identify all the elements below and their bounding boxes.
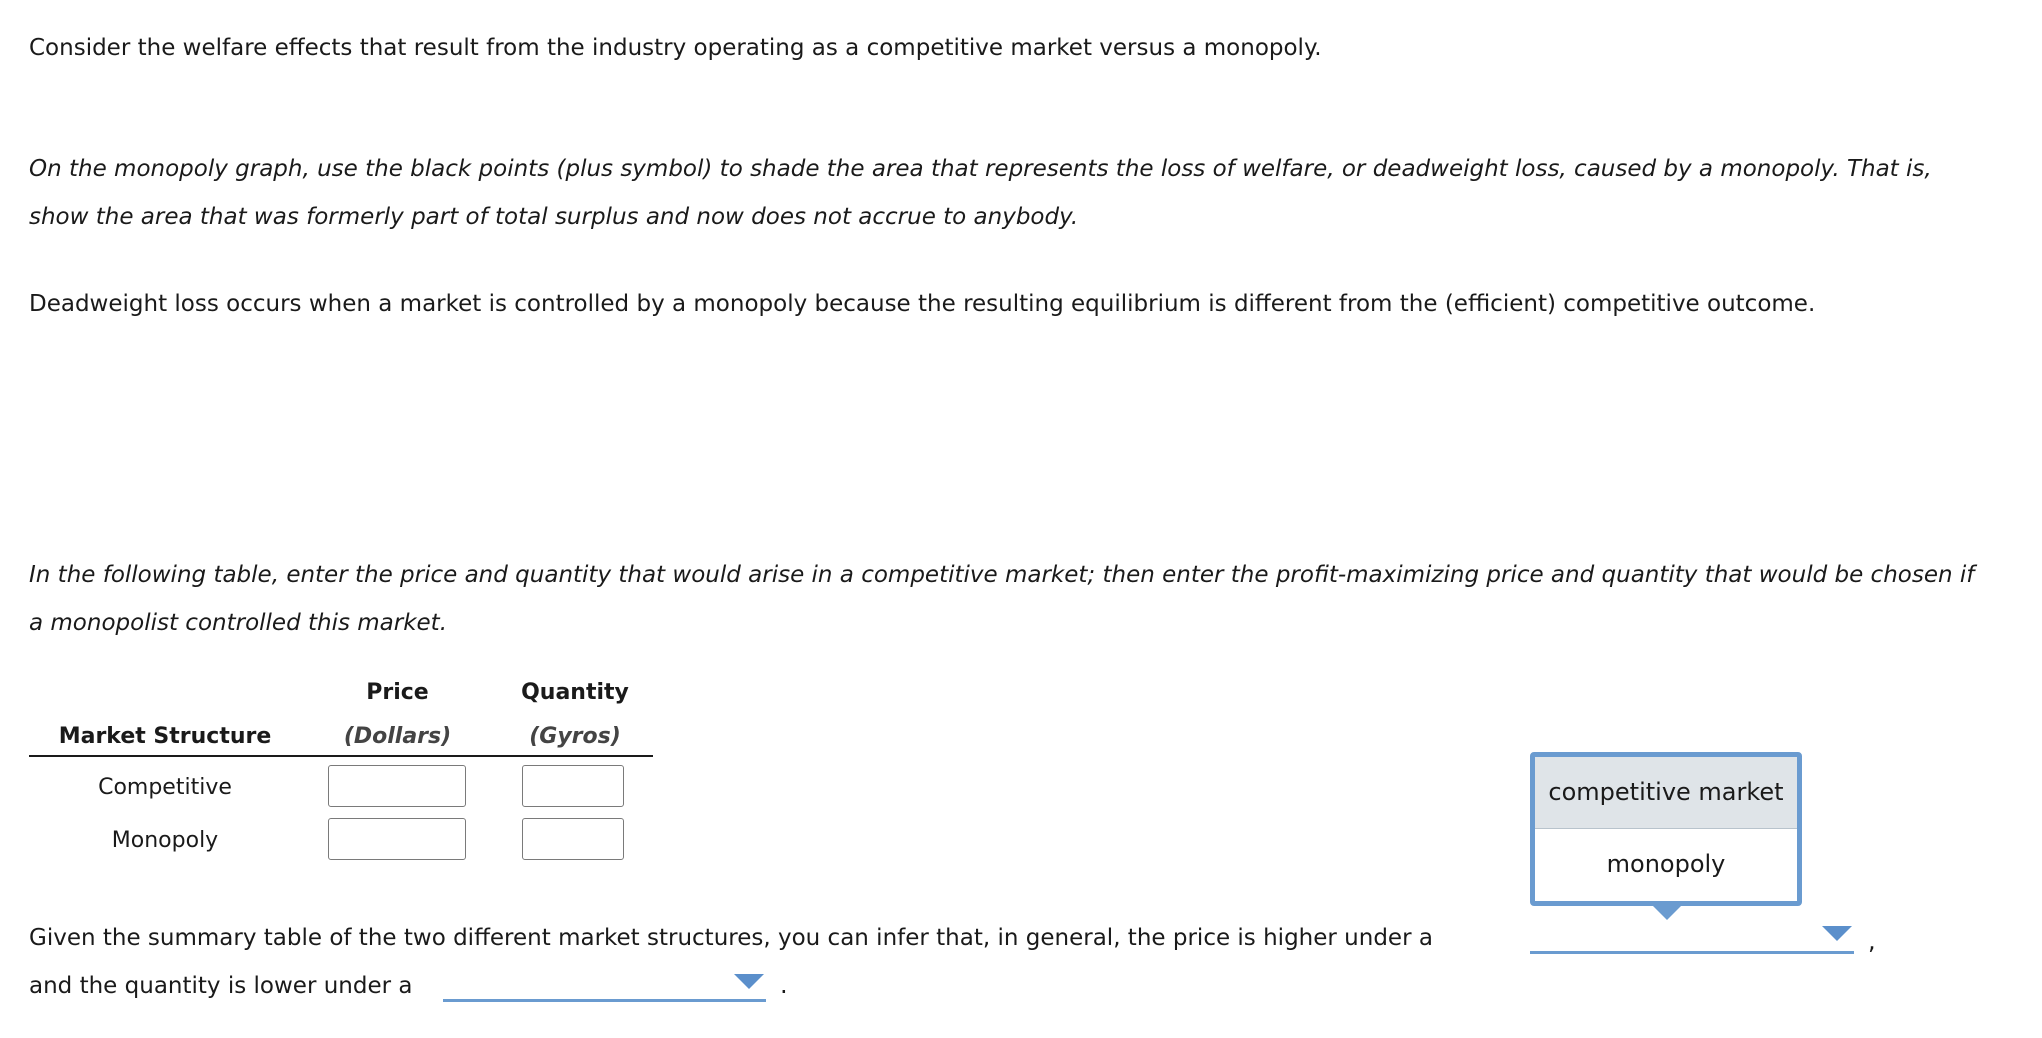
popup-option-monopoly[interactable]: monopoly [1606,850,1726,878]
table-header-rule [29,755,653,757]
table-instruction-text: In the following table, enter the price and quantity that would arise in a competitive market; then enter the profit-maximizing price and quantity that would be chosen if a monopolist controlled this market. [29,562,1975,636]
popup-option-competitive-market[interactable]: competitive market [1535,757,1797,829]
deadweight-note-text: Deadweight loss occurs when a market is controlled by a monopoly because the resulting equilibrium is different from the (efficient) competitive outcome. [29,291,1816,317]
monopoly-price-input[interactable] [328,818,466,860]
popup-caret-icon [1652,905,1682,920]
competitive-price-input[interactable] [328,765,466,807]
conclusion-line1-text: Given the summary table of the two different market structures, you can infer that, in general, the price is higher under a [29,925,1433,951]
conclusion-comma: , [1868,927,1876,955]
row-label-monopoly: Monopoly [111,828,219,853]
col-header-price-unit: (Dollars) [343,724,452,749]
competitive-quantity-input[interactable] [522,765,624,807]
row-label-competitive: Competitive [98,775,232,800]
col-header-price: Price [366,680,429,705]
intro-text: Consider the welfare effects that result from the industry operating as a competitive market versus a monopoly. [29,35,1322,61]
quantity-lower-dropdown[interactable] [443,968,766,1002]
conclusion-line2-text: and the quantity is lower under a [29,973,413,999]
col-header-quantity: Quantity [521,680,629,705]
col-header-structure: Market Structure [58,724,272,749]
chevron-down-icon [1822,926,1852,941]
dropdown-popup [1530,752,1802,906]
price-higher-dropdown[interactable] [1530,920,1854,954]
conclusion-period: . [780,971,788,999]
monopoly-quantity-input[interactable] [522,818,624,860]
chevron-down-icon [734,974,764,989]
graph-instruction-text: On the monopoly graph, use the black points (plus symbol) to shade the area that represents the loss of welfare, or deadweight loss, caused by a monopoly. That is, show the area that was formerly part of total surplus and now does not accrue to anybody. [29,156,1932,230]
col-header-quantity-unit: (Gyros) [529,724,621,749]
